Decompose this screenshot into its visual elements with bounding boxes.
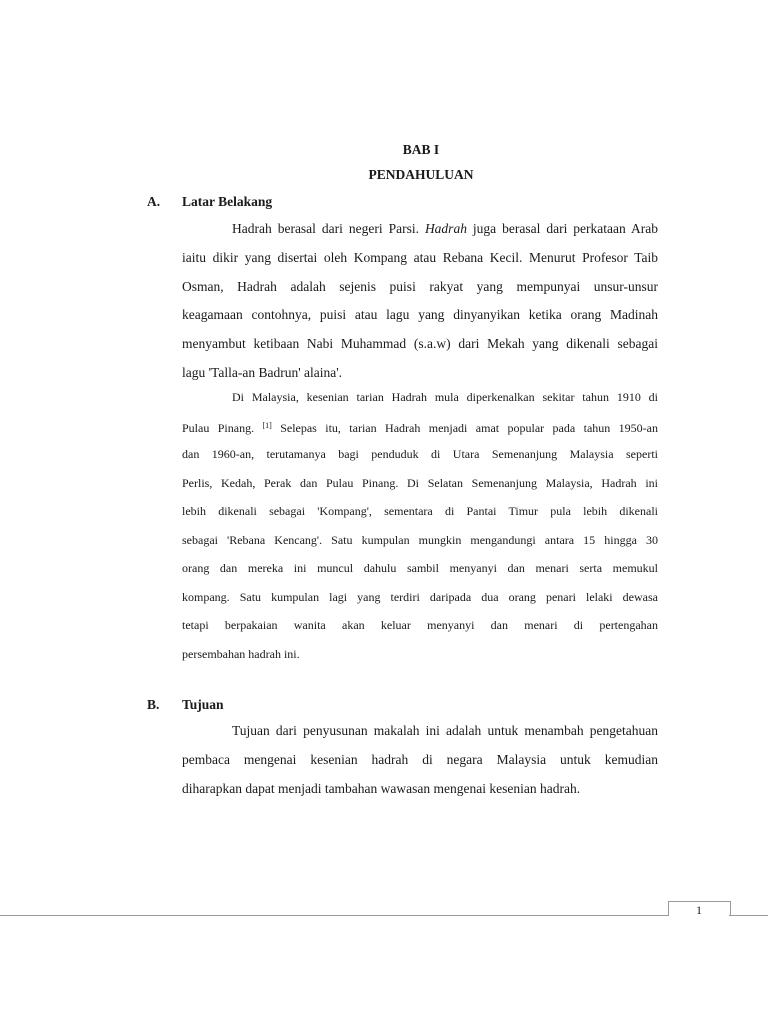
section-b-letter: B. [147,697,160,712]
paragraph-line: Pulau Pinang. [1] Selepas itu, tarian Hadrah menjadi amat popular pada tahun 1950-an [182,420,658,435]
chapter-title: PENDAHULUAN [368,167,474,182]
paragraph-line: lagu 'Talla-an Badrun' alaina'. [182,364,343,380]
chapter-heading: BAB I [402,142,440,157]
paragraph-line: menyambut ketibaan Nabi Muhammad (s.a.w) dari Mekah yang dikenali sebagai [182,336,658,352]
paragraph-line: Hadrah berasal dari negeri Parsi. Hadrah juga berasal dari perkataan Arab [232,221,658,236]
paragraph-line: diharapkan dapat menjadi tambahan wawasan mengenai kesenian hadrah. [182,780,581,796]
paragraph-line: tetapi berpakaian wanita akan keluar menyanyi dan menari di pertengahan [182,618,658,632]
paragraph-line: Tujuan dari penyusunan makalah ini adalah untuk menambah pengetahuan [232,723,658,738]
footer-rule [0,915,668,916]
section-b-paragraph-1 [182,717,658,803]
paragraph-line: pembaca mengenai kesenian hadrah di negara Malaysia untuk kemudian [182,751,658,767]
paragraph-line: Osman, Hadrah adalah sejenis puisi rakyat yang mempunyai unsur-unsur [182,278,658,294]
section-a-letter: A. [147,194,161,209]
section-a-paragraph-2 [182,383,658,668]
section-b-title: Tujuan [182,697,224,712]
footnote-ref[interactable]: [1] [262,420,272,430]
footer-rule-right [729,915,768,916]
paragraph-line: dan 1960-an, terutamanya bagi penduduk di Utara Semenanjung Malaysia seperti [182,447,658,461]
paragraph-line: persembahan hadrah ini. [182,646,300,661]
paragraph-line: orang dan mereka ini muncul dahulu sambil menyanyi dan menari serta memukul [182,561,658,575]
paragraph-line: lebih dikenali sebagai 'Kompang', sementara di Pantai Timur pula lebih dikenali [182,504,658,518]
paragraph-line: iaitu dikir yang disertai oleh Kompang atau Rebana Kecil. Menurut Profesor Taib [182,249,658,265]
paragraph-line: Perlis, Kedah, Perak dan Pulau Pinang. Di Selatan Semenanjung Malaysia, Hadrah ini [182,475,658,490]
page-number: 1 [696,903,702,917]
paragraph-line: kompang. Satu kumpulan lagi yang terdiri daripada dua orang penari lelaki dewasa [182,589,658,604]
paragraph-line: Di Malaysia, kesenian tarian Hadrah mula diperkenalkan sekitar tahun 1910 di [232,390,658,404]
paragraph-line: keagamaan contohnya, puisi atau lagu yang dinyanyikan ketika orang Madinah [182,307,658,323]
paragraph-line: sebagai 'Rebana Kencang'. Satu kumpulan mungkin mengandungi antara 15 hingga 30 [182,532,658,547]
section-a-title: Latar Belakang [182,194,273,209]
section-a-paragraph-1 [182,215,658,388]
